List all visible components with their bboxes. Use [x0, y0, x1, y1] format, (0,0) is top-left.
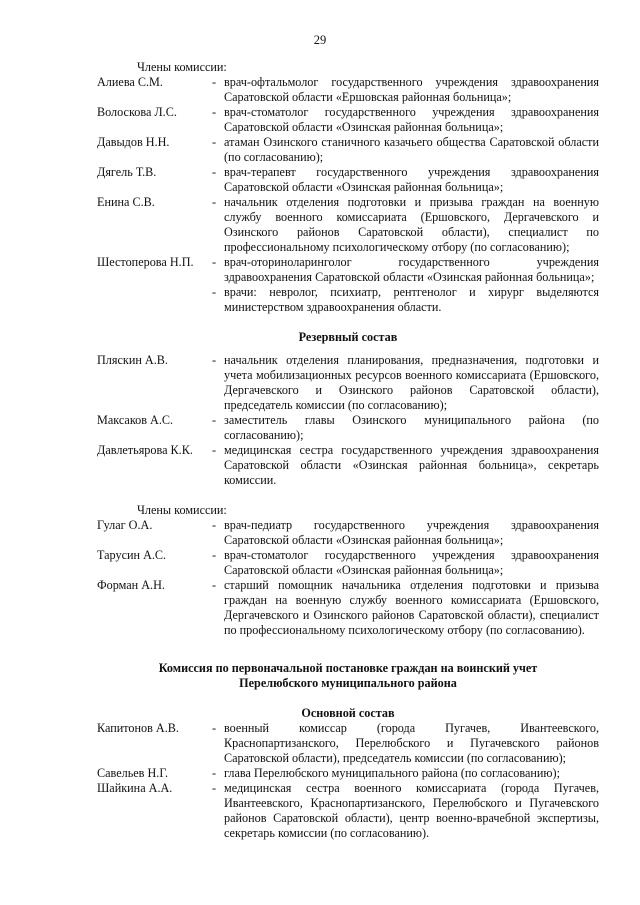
member-description: старший помощник начальника отделения подготовки и призыва граждан на военную службу военного комиссариата (Ершовского, Дергачевского и Озинского районов Саратовской области), специалист по профессиональному психологическому отбору (по согласованию). [224, 578, 599, 637]
member-description: врач-терапевт государственного учреждения здравоохранения Саратовской области «Озинская районная больница»; [224, 165, 599, 194]
member-row [97, 75, 599, 105]
reserve-members-label: Члены комиссии: [137, 503, 227, 517]
member-row [97, 578, 599, 638]
list-dash: - [212, 578, 217, 592]
member-row [97, 105, 599, 135]
list-dash: - [212, 781, 217, 795]
list-dash: - [212, 518, 217, 532]
commission-title-line1: Комиссия по первоначальной постановке граждан на воинский учет [158, 661, 538, 675]
list-dash: - [212, 285, 217, 299]
member-description: медицинская сестра военного комиссариата (города Пугачев, Ивантеевского, Краснопартизанского, Перелюбского и Пугачевского районов Саратовской области), центр военно-врачебной экспертизы, секретарь комиссии (по согласованию). [224, 781, 599, 840]
member-description: врач-стоматолог государственного учреждения здравоохранения Саратовской области «Озинская районная больница»; [224, 105, 599, 134]
member-row [97, 165, 599, 195]
reserve-members-list [97, 518, 599, 638]
member-description: врач-стоматолог государственного учреждения здравоохранения Саратовской области «Озинская районная больница»; [224, 548, 599, 577]
member-name: Енина С.В. [97, 195, 155, 209]
member-row [97, 285, 599, 315]
member-row [97, 135, 599, 165]
member-description: начальник отделения планирования, предназначения, подготовки и учета мобилизационных ресурсов военного комиссариата (Ершовского, Дергачевского и Озинского районов Саратовской области), председатель комиссии (по согласованию); [224, 353, 599, 412]
list-dash: - [212, 353, 217, 367]
member-name: Тарусин А.С. [97, 548, 167, 562]
member-name: Дягель Т.В. [97, 165, 157, 179]
list-dash: - [212, 548, 217, 562]
member-description: врач-педиатр государственного учреждения здравоохранения Саратовской области «Озинская районная больница»; [224, 518, 599, 547]
member-name: Алиева С.М. [97, 75, 163, 89]
reserve-heading: Резервный состав [298, 330, 398, 344]
member-description: военный комиссар (города Пугачев, Ивантеевского, Краснопартизанского, Перелюбского и Пугачевского районов Саратовской области), председатель комиссии (по согласованию); [224, 721, 599, 765]
member-description: атаман Озинского станичного казачьего общества Саратовской области (по согласованию); [224, 135, 599, 164]
member-row [97, 443, 599, 488]
member-row [97, 195, 599, 255]
member-name: Шайкина А.А. [97, 781, 173, 795]
member-name: Пляскин А.В. [97, 353, 168, 367]
members-list [97, 75, 599, 315]
member-row [97, 413, 599, 443]
member-name: Форман А.Н. [97, 578, 165, 592]
list-dash: - [212, 413, 217, 427]
list-dash: - [212, 105, 217, 119]
list-dash: - [212, 165, 217, 179]
reserve-list [97, 353, 599, 488]
member-row [97, 721, 599, 766]
list-dash: - [212, 135, 217, 149]
member-name: Савельев Н.Г. [97, 766, 169, 780]
member-description: медицинская сестра государственного учреждения здравоохранения Саратовской области «Озинская районная больница», секретарь комиссии. [224, 443, 599, 487]
members-label: Члены комиссии: [137, 60, 227, 74]
main-list [97, 721, 599, 841]
member-description: врач-оториноларинголог государственного учреждения здравоохранения Саратовской области «Озинская районная больница»; [224, 255, 599, 284]
member-name: Давыдов Н.Н. [97, 135, 170, 149]
list-dash: - [212, 443, 217, 457]
member-description: глава Перелюбского муниципального района (по согласованию); [224, 766, 560, 780]
member-description: заместитель главы Озинского муниципального района (по согласованию); [224, 413, 599, 442]
list-dash: - [212, 721, 217, 735]
member-name: Шестоперова Н.П. [97, 255, 194, 269]
member-row [97, 255, 599, 285]
document-body [97, 60, 599, 841]
member-name: Гулаг О.А. [97, 518, 153, 532]
member-name: Давлетьярова К.К. [97, 443, 193, 457]
list-dash: - [212, 766, 217, 780]
member-description: врач-офтальмолог государственного учреждения здравоохранения Саратовской области «Ершовская районная больница»; [224, 75, 599, 104]
commission-title-line2: Перелюбского муниципального района [239, 676, 457, 690]
member-description: начальник отделения подготовки и призыва граждан на военную службу военного комиссариата (Ершовского, Дергачевского и Озинского районов Саратовской области), специалист по профессиональному психологическому отбору (по согласованию); [224, 195, 599, 254]
page-number: 29 [313, 33, 327, 47]
list-dash: - [212, 255, 217, 269]
member-name: Волоскова Л.С. [97, 105, 177, 119]
member-row [97, 766, 599, 781]
member-description: врачи: невролог, психиатр, рентгенолог и хирург выделяются министерством здравоохранения области. [224, 285, 599, 314]
member-row [97, 548, 599, 578]
member-row [97, 518, 599, 548]
member-row [97, 353, 599, 413]
member-name: Максаков А.С. [97, 413, 174, 427]
member-name: Капитонов А.В. [97, 721, 179, 735]
member-row [97, 781, 599, 841]
list-dash: - [212, 75, 217, 89]
main-heading: Основной состав [301, 706, 395, 720]
list-dash: - [212, 195, 217, 209]
